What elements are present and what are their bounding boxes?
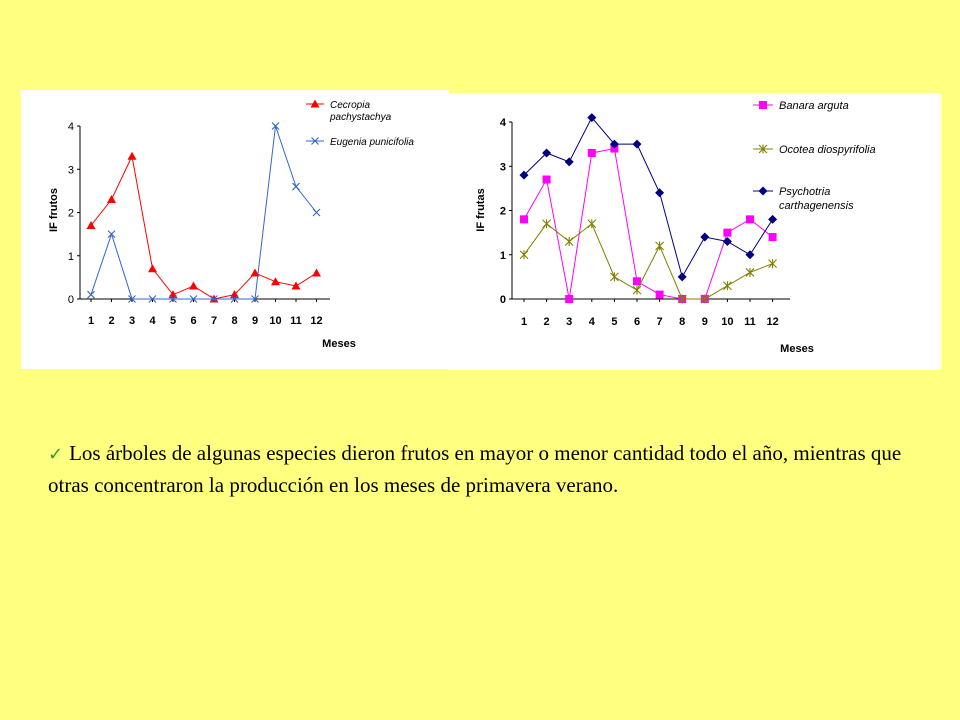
checkmark-icon: ✓ (48, 444, 64, 465)
x-tick-label: 12 (310, 315, 323, 327)
series-0-point (128, 152, 137, 160)
series-1-point (565, 237, 573, 246)
x-tick-label: 3 (128, 315, 136, 327)
series-1-point (88, 291, 95, 298)
chart-left-svg (21, 90, 449, 369)
x-axis-title: Meses (322, 338, 356, 350)
x-tick-label: 12 (766, 316, 779, 328)
series-0-point (189, 282, 198, 290)
series-1-point (633, 286, 641, 295)
series-0-point (565, 295, 573, 303)
x-tick-label: 10 (269, 315, 282, 327)
series-1-point (723, 281, 731, 290)
series-1-point (656, 241, 664, 250)
y-axis-title: IF frutos (48, 188, 60, 232)
chart-left-panel (21, 90, 449, 369)
x-tick-label: 7 (210, 315, 218, 327)
series-0-point (107, 195, 116, 203)
series-0-point (543, 176, 551, 184)
series-0-point (271, 277, 280, 285)
series-2-point (565, 157, 574, 166)
series-0-group (87, 152, 322, 303)
x-tick-label: 8 (231, 315, 238, 327)
x-tick-label: 5 (169, 315, 177, 327)
legend-label: Psychotria (779, 186, 831, 198)
chart-right-panel (448, 93, 941, 370)
series-2-line (524, 118, 773, 277)
y-tick-label: 1 (499, 249, 506, 262)
caption-paragraph (48, 438, 918, 501)
legend-label: pachystachya (330, 112, 392, 123)
x-axis-title: Meses (780, 343, 814, 355)
x-tick-label: 7 (656, 316, 663, 328)
x-tick-label: 6 (633, 316, 641, 328)
series-1-point (108, 231, 115, 238)
caption-text: Los árboles de algunas especies dieron frutos en mayor o menor cantidad todo el año, mientras que otras concentraron la producción en los meses de primavera verano. (48, 441, 902, 497)
y-tick-label: 2 (67, 207, 74, 220)
series-1-group (88, 123, 321, 303)
series-0-point (520, 215, 528, 223)
x-tick-label: 4 (588, 316, 595, 328)
series-0-point (312, 269, 321, 277)
series-1-point (313, 209, 320, 216)
legend-label: Cecropia (330, 100, 371, 111)
series-2-point (700, 233, 709, 242)
legend-label: carthagenensis (779, 200, 854, 212)
series-1-point (293, 183, 300, 190)
series-2-point (723, 237, 732, 246)
x-tick-label: 9 (251, 315, 259, 327)
series-0-line (524, 149, 773, 299)
chart-right-svg (448, 93, 941, 370)
series-0-point (723, 229, 731, 237)
y-tick-label: 4 (67, 121, 74, 133)
y-tick-label: 0 (67, 294, 74, 306)
y-tick-label: 1 (67, 250, 74, 263)
y-tick-label: 4 (499, 117, 506, 129)
series-1-point (610, 272, 618, 281)
series-0-point (148, 264, 157, 272)
series-2-group (520, 113, 778, 281)
x-tick-label: 11 (290, 315, 302, 327)
x-tick-label: 2 (543, 316, 550, 328)
series-0-point (588, 149, 596, 157)
series-0-point (769, 233, 777, 241)
series-1-point (543, 219, 551, 228)
series-0-point (746, 215, 754, 223)
series-1-group (520, 219, 777, 303)
series-2-point (633, 140, 642, 149)
y-axis-title: IF frutas (475, 188, 487, 232)
legend-label: Banara arguta (779, 100, 849, 112)
x-tick-label: 5 (611, 316, 618, 328)
series-2-point (655, 188, 664, 197)
x-tick-label: 2 (108, 315, 115, 327)
x-tick-label: 1 (87, 315, 95, 327)
y-tick-label: 3 (67, 164, 74, 177)
series-2-point (678, 272, 687, 281)
legend-marker (759, 187, 768, 196)
legend-label: Ocotea diospyrifolia (779, 144, 876, 156)
x-tick-label: 3 (566, 316, 573, 328)
legend-marker (759, 101, 767, 109)
series-1-point (746, 268, 754, 277)
x-tick-label: 9 (701, 316, 708, 328)
x-tick-label: 4 (149, 315, 156, 327)
series-2-point (768, 215, 777, 224)
series-1-point (588, 219, 596, 228)
x-tick-label: 10 (721, 316, 734, 328)
legend-label: Eugenia punicifolia (330, 137, 414, 148)
series-0-point (656, 291, 664, 299)
series-1-point (520, 250, 528, 259)
y-tick-label: 3 (499, 161, 506, 174)
x-tick-label: 1 (520, 316, 528, 328)
series-1-point (769, 259, 777, 268)
y-tick-label: 2 (499, 205, 506, 218)
series-1-line (91, 126, 317, 299)
y-tick-label: 0 (499, 294, 506, 306)
x-tick-label: 6 (190, 315, 197, 327)
x-tick-label: 11 (744, 316, 756, 328)
series-2-point (746, 250, 755, 259)
x-tick-label: 8 (679, 316, 686, 328)
